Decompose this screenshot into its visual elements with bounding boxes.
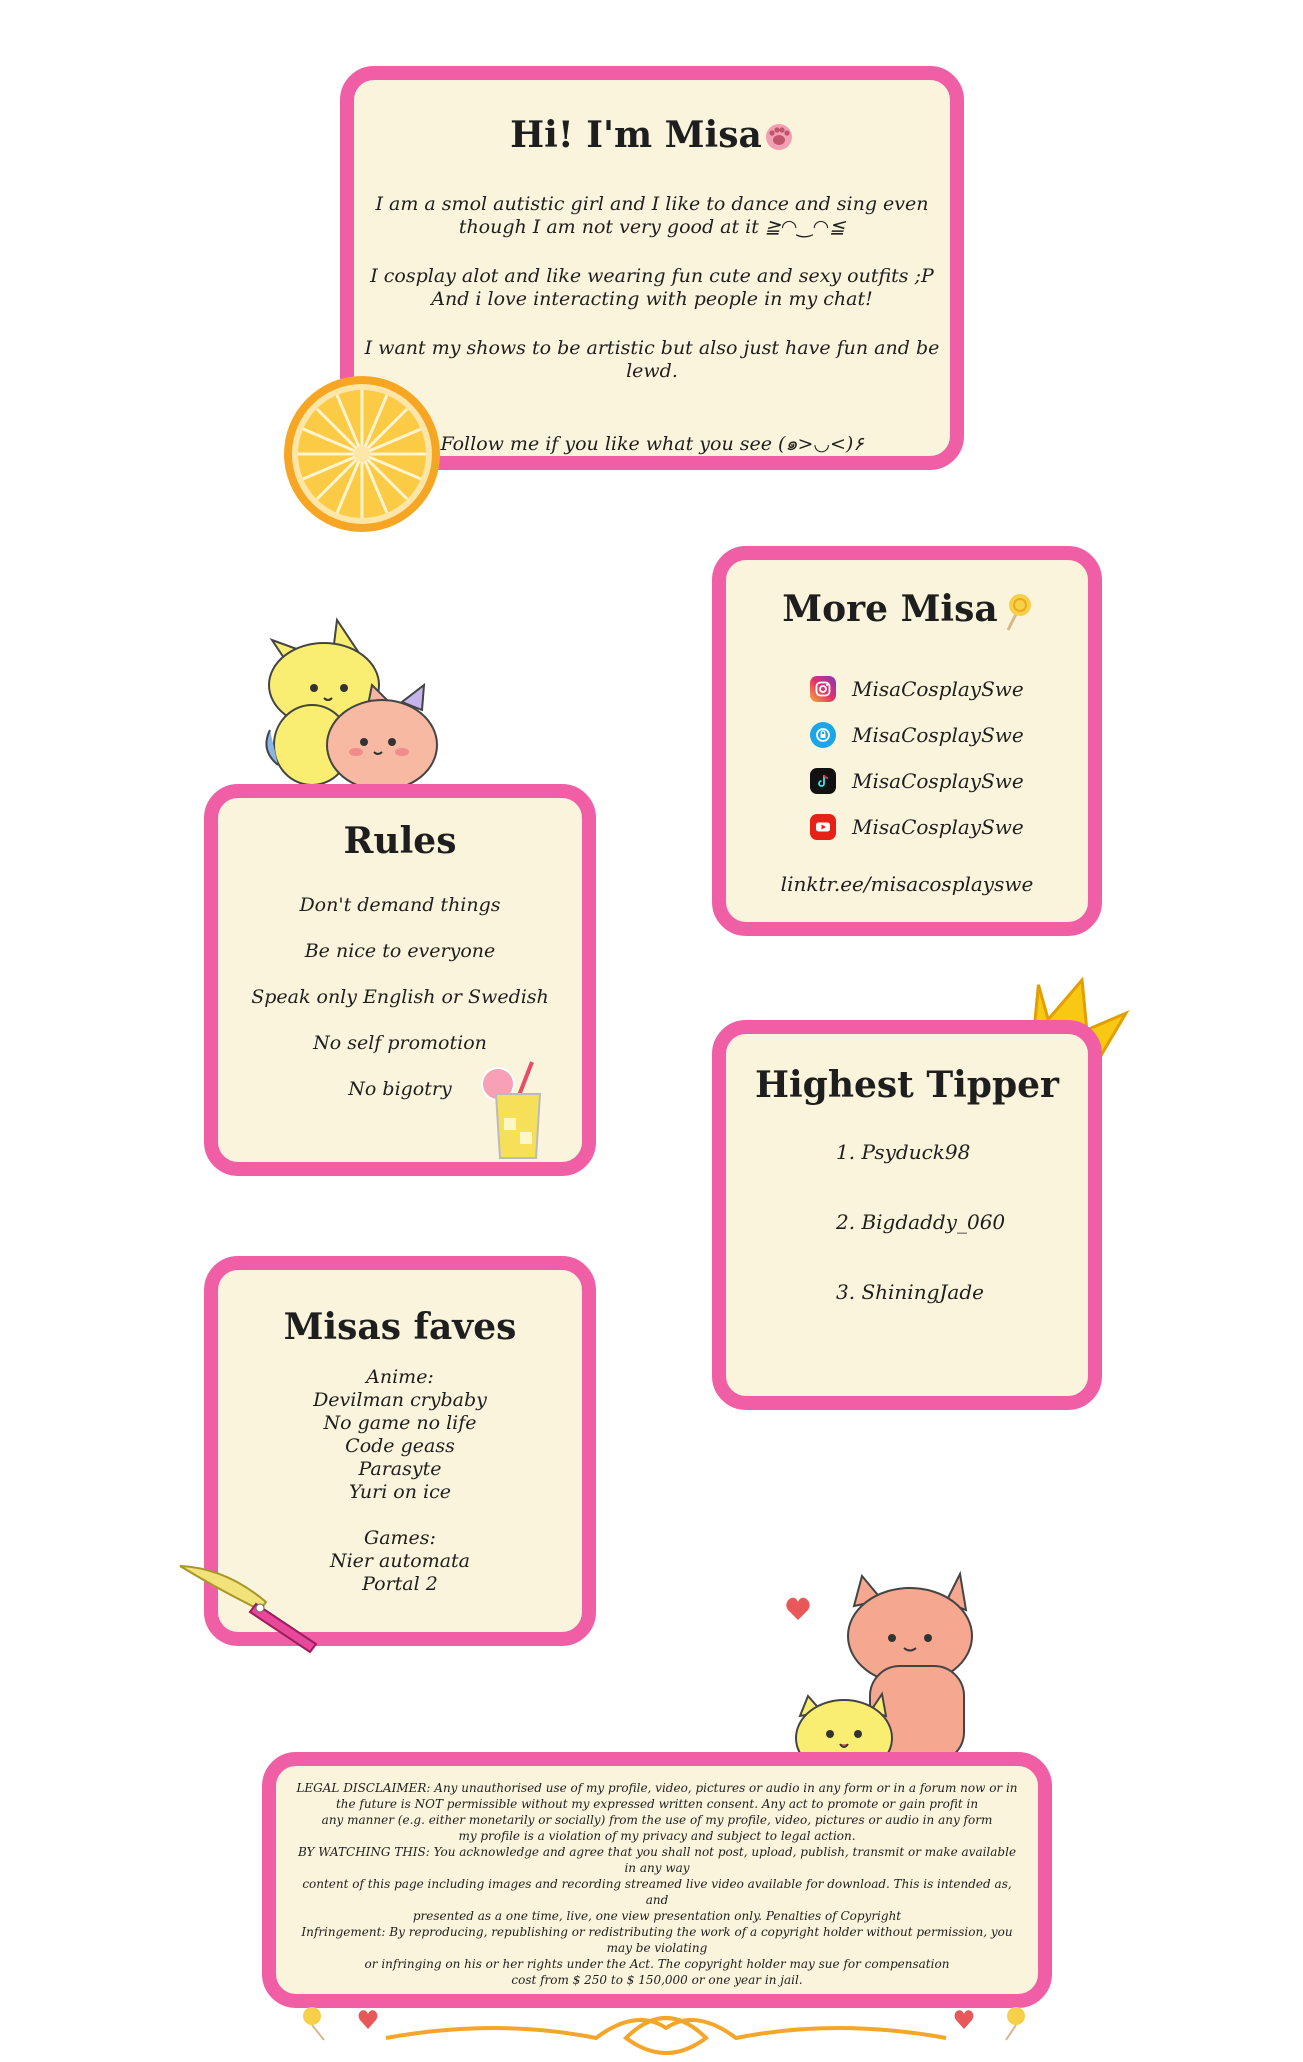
lemonade-icon bbox=[474, 1058, 548, 1160]
social-link-tiktok[interactable] bbox=[810, 758, 1088, 804]
cats-icon bbox=[252, 610, 442, 800]
fave-item: Devilman crybaby bbox=[313, 1389, 487, 1411]
highest-tipper-title: Highest Tipper bbox=[754, 1064, 1060, 1106]
rule-item: No bigotry bbox=[348, 1078, 452, 1100]
faves-heading: Games: bbox=[364, 1527, 436, 1549]
social-links bbox=[726, 666, 1088, 850]
instagram-icon bbox=[810, 676, 836, 702]
social-link-instagram[interactable] bbox=[810, 666, 1088, 712]
rule-item: Don't demand things bbox=[299, 894, 501, 916]
linktree-link[interactable]: linktr.ee/misacosplayswe bbox=[780, 872, 1034, 896]
about-paragraph: I cosplay alot and like wearing fun cute and sexy outfits ;P And i love interacting with people in my chat! bbox=[370, 265, 934, 310]
more-misa-card bbox=[712, 546, 1102, 936]
faves-title: Misas faves bbox=[283, 1306, 517, 1348]
follow-text: Follow me if you like what you see (๑>◡<)۶ bbox=[440, 433, 864, 455]
social-handle[interactable]: MisaCosplaySwe bbox=[852, 723, 1024, 747]
rule-item: Speak only English or Swedish bbox=[251, 986, 549, 1008]
legal-disclaimer-card bbox=[262, 1752, 1052, 2008]
tipper-item: 1. Psyduck98 bbox=[836, 1140, 971, 1164]
legal-text: LEGAL DISCLAIMER: Any unauthorised use of my profile, video, pictures or audio in any form or in a forum now or in the future is NOT permissible without my expressed written consent. Any act to promote or gain profit in any manner (e.g. either monetarily or socially) from the use of my profile, video, pictures or audio in any form my profile is a violation of my privacy and subject to legal action. BY WATCHING THIS: You acknowledge and agree that you shall not post, upload, publish, transmit or make available in any way content of this page including images and recording streamed live video available for download. This is intended as, and presented as a one time, live, one view presentation only. Penalties of Copyright Infringement: By reproducing, republishing or redistributing the work of a copyright holder without permission, you may be violating or infringing on his or her rights under the Act. The copyright holder may sue for compensation cost from $ 250 to $ 150,000 or one year in jail. bbox=[296, 1781, 1018, 1987]
rule-item: Be nice to everyone bbox=[304, 940, 496, 962]
lollipop-icon bbox=[998, 592, 1032, 632]
faves-group-anime bbox=[218, 1366, 582, 1504]
rule-item: No self promotion bbox=[313, 1032, 487, 1054]
fave-item: Code geass bbox=[345, 1435, 455, 1457]
tipper-item: 3. ShiningJade bbox=[836, 1280, 984, 1304]
fave-item: No game no life bbox=[323, 1412, 477, 1434]
tipper-list bbox=[726, 1140, 1088, 1350]
ornament-divider-icon bbox=[296, 1998, 1036, 2058]
about-title: Hi! I'm Misa bbox=[354, 114, 950, 159]
fave-item: Portal 2 bbox=[362, 1573, 438, 1595]
fave-item: Yuri on ice bbox=[348, 1481, 451, 1503]
paw-icon bbox=[764, 117, 794, 159]
more-misa-title: More Misa bbox=[726, 588, 1088, 632]
fave-item: Nier automata bbox=[329, 1550, 470, 1572]
fave-item: Parasyte bbox=[358, 1458, 442, 1480]
about-text bbox=[354, 193, 950, 456]
about-paragraph: I am a smol autistic girl and I like to dance and sing even though I am not very good at it ≧◠‿◠≦ bbox=[375, 193, 929, 238]
youtube-icon bbox=[810, 814, 836, 840]
faves-heading: Anime: bbox=[366, 1366, 434, 1388]
social-handle[interactable]: MisaCosplaySwe bbox=[852, 815, 1024, 839]
onlyfans-icon bbox=[810, 722, 836, 748]
highest-tipper-card bbox=[712, 1020, 1102, 1410]
orange-slice-icon bbox=[282, 374, 442, 534]
rules-title: Rules bbox=[343, 820, 457, 862]
social-link-youtube[interactable] bbox=[810, 804, 1088, 850]
social-handle[interactable]: MisaCosplaySwe bbox=[852, 677, 1024, 701]
cats-hug-icon bbox=[770, 1566, 980, 1762]
tiktok-icon bbox=[810, 768, 836, 794]
social-handle[interactable]: MisaCosplaySwe bbox=[852, 769, 1024, 793]
tipper-item: 2. Bigdaddy_060 bbox=[836, 1210, 1006, 1234]
about-paragraph: I want my shows to be artistic but also just have fun and be lewd. bbox=[364, 337, 940, 382]
social-link-onlyfans[interactable] bbox=[810, 712, 1088, 758]
butterfly-knife-icon bbox=[176, 1558, 326, 1658]
